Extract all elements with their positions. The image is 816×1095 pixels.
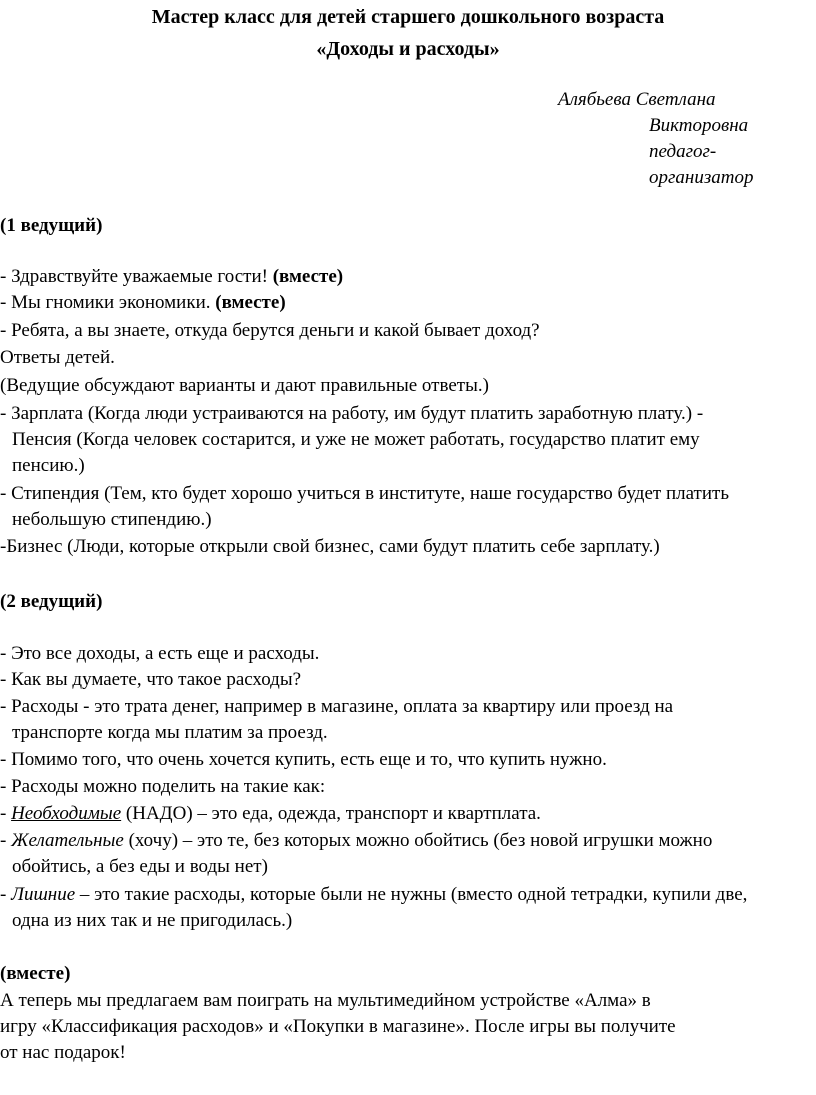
term-desirable: Желательные [11,830,124,851]
together-marker: (вместе) [215,292,286,313]
paragraph-line: игру «Классификация расходов» и «Покупки в магазине». После игры вы получите [0,1016,676,1037]
paragraph-line [0,264,343,290]
line-text: (НАДО) – это еда, одежда, транспорт и квартплата. [121,803,541,824]
document-title-line1: Мастер класс для детей старшего дошкольного возраста [151,6,665,28]
together-marker: (вместе) [272,266,344,287]
paragraph-line [0,828,712,854]
line-dash: - [0,830,12,851]
paragraph-line: (Ведущие обсуждают варианты и дают правильные ответы.) [0,375,489,396]
paragraph-line: от нас подарок! [0,1042,126,1063]
section1-heading: (1 ведущий) [0,215,103,236]
paragraph-line: - Расходы можно поделить на такие как: [0,776,326,797]
line-dash: - [0,803,12,824]
section3-heading: (вместе) [0,963,71,984]
paragraph-line: - Расходы - это трата денег, например в магазине, оплата за квартиру или проезд на [0,696,674,717]
paragraph-line [0,801,541,827]
line-text: - Мы гномики экономики. [0,292,216,313]
paragraph-line: - Зарплата (Когда люди устраиваются на работу, им будут платить заработную плату.) - [0,403,704,424]
paragraph-line: обойтись, а без еды и воды нет) [12,856,268,877]
section2-heading: (2 ведущий) [0,591,103,612]
paragraph-line: Ответы детей. [0,347,115,368]
paragraph-line: Пенсия (Когда человек состарится, и уже не может работать, государство платит ему [12,429,700,450]
paragraph-line: - Это все доходы, а есть еще и расходы. [0,643,320,664]
paragraph-line: пенсию.) [12,455,85,476]
term-necessary: Необходимые [11,803,122,824]
line-dash: - [0,884,12,905]
paragraph-line: - Помимо того, что очень хочется купить, есть еще и то, что купить нужно. [0,749,607,770]
paragraph-line: одна из них так и не пригодилась.) [12,910,293,931]
line-text: (хочу) – это те, без которых можно обойтись (без новой игрушки можно [123,830,713,851]
paragraph-line: - Как вы думаете, что такое расходы? [0,669,302,690]
document-title-line2: «Доходы и расходы» [316,38,500,60]
term-unnecessary: Лишние [11,884,76,905]
line-text: – это такие расходы, которые были не нужны (вместо одной тетрадки, купили две, [75,884,748,905]
paragraph-line: транспорте когда мы платим за проезд. [12,722,328,743]
paragraph-line: - Ребята, а вы знаете, откуда берутся деньги и какой бывает доход? [0,320,540,341]
paragraph-line: небольшую стипендию.) [12,509,212,530]
author-role-line1: педагог- [649,141,717,162]
paragraph-line: А теперь мы предлагаем вам поиграть на мультимедийном устройстве «Алма» в [0,990,651,1011]
paragraph-line [0,290,286,316]
author-role-line2: организатор [649,167,754,188]
paragraph-line [0,882,747,908]
paragraph-line: -Бизнес (Люди, которые открыли свой бизнес, сами будут платить себе зарплату.) [0,536,660,557]
author-name-line2: Викторовна [649,115,749,136]
author-name-line1: Алябьева Светлана [558,89,716,110]
paragraph-line: - Стипендия (Тем, кто будет хорошо учиться в институте, наше государство будет платить [0,483,729,504]
line-text: - Здравствуйте уважаемые гости! [0,266,273,287]
